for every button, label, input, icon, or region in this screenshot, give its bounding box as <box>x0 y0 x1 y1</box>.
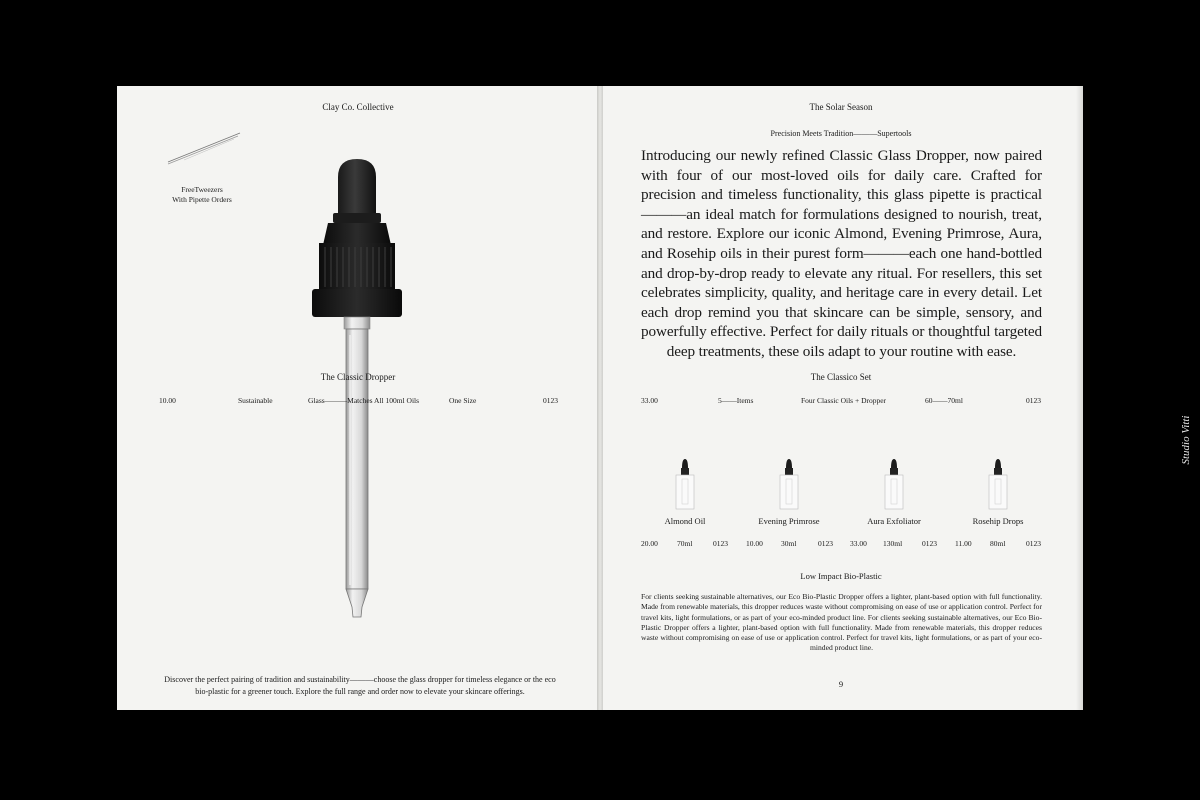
evening-primrose-bottle-icon <box>779 458 799 510</box>
set-title: The Classico Set <box>810 372 872 382</box>
spec-material: Sustainable <box>238 396 273 405</box>
oil-price: 10.00 <box>746 539 763 548</box>
oil-price: 33.00 <box>850 539 867 548</box>
page-edge <box>1076 86 1083 710</box>
oil-name-rosehip: Rosehip Drops <box>972 516 1024 526</box>
oil-size: 70ml <box>677 539 693 548</box>
tweezers-icon <box>164 130 244 170</box>
intro-paragraph: Introducing our newly refined Classic Glass Dropper, now paired with four of our most-loved oils for daily care. Crafted for precision and timeless functionality, this glass pipette is practical———an ideal match for formulations designed to nourish, treat, and restore. Explore our iconic Almond, Evening Primrose, Aura, and Rosehip oils in their purest form———each one hand-bottled and drop-by-drop ready to elevate any ritual. For resellers, this set celebrates simplicity, quality, and heritage care in every detail. Let each drop remind you that skincare can be simple, sensory, and powerfully effective. Perfect for daily rituals or thoughtful targeted deep treatments, these oils adapt to your routine with ease. <box>641 147 1042 360</box>
set-code: 0123 <box>1026 396 1041 405</box>
oil-size: 30ml <box>781 539 797 548</box>
rosehip-drops-bottle-icon <box>988 458 1008 510</box>
set-volume: 60——70ml <box>925 396 963 405</box>
oil-code: 0123 <box>1026 539 1041 548</box>
set-items: 5——Items <box>718 396 754 405</box>
bio-paragraph: For clients seeking sustainable alternatives, our Eco Bio-Plastic Dropper offers a lighter, plant-based option with full functionality. Made from renewable materials, this dropper reduces waste without compromising on ease of use or application control. Perfect for travel kits, light formulations, or as part of your eco-minded product line. For clients seeking sustainable alternatives, our Eco Bio-Plastic Dropper offers a lighter, plant-based option with full functionality. Made from renewable materials, this dropper reduces waste without compromising on ease of use or application control. Perfect for travel kits, light formulations, or as part of your eco-minded product line. <box>641 592 1042 653</box>
left-caption: Discover the perfect pairing of tradition and sustainability———choose the glass dropper for timeless elegance or the eco bio-plastic for a greener touch. Explore the full range and order now to elevate your skincare offerings. <box>164 675 556 696</box>
oil-code: 0123 <box>713 539 728 548</box>
oil-price: 11.00 <box>955 539 972 548</box>
oil-code: 0123 <box>922 539 937 548</box>
tweezers-note <box>162 185 242 204</box>
aura-exfoliator-bottle-icon <box>884 458 904 510</box>
left-running-head: Clay Co. Collective <box>322 102 394 112</box>
oil-name-aura: Aura Exfoliator <box>867 516 921 526</box>
studio-signature: Studio Vitti <box>1180 415 1192 465</box>
tweezers-note-line-1: FreeTweezers <box>181 185 223 194</box>
right-subhead: Precision Meets Tradition———Supertools <box>770 129 912 138</box>
oil-code: 0123 <box>818 539 833 548</box>
oil-name-almond: Almond Oil <box>664 516 706 526</box>
set-price: 33.00 <box>641 396 658 405</box>
set-contents: Four Classic Oils + Dropper <box>801 396 887 405</box>
oil-size: 80ml <box>990 539 1006 548</box>
spec-code: 0123 <box>543 396 558 405</box>
glass-dropper-illustration <box>300 155 415 625</box>
almond-oil-bottle-icon <box>675 458 695 510</box>
book-spine <box>597 86 603 710</box>
product-title: The Classic Dropper <box>320 372 396 382</box>
tweezers-note-line-2: With Pipette Orders <box>172 194 232 204</box>
page-number: 9 <box>838 679 844 689</box>
spec-price: 10.00 <box>159 396 176 405</box>
oil-price: 20.00 <box>641 539 658 548</box>
spec-compatibility: Glass———Matches All 100ml Oils <box>308 396 420 405</box>
oil-name-evening-primrose: Evening Primrose <box>758 516 820 526</box>
spec-size: One Size <box>449 396 477 405</box>
oil-size: 130ml <box>883 539 903 548</box>
right-running-head: The Solar Season <box>809 102 873 112</box>
bio-title: Low Impact Bio-Plastic <box>800 571 882 581</box>
